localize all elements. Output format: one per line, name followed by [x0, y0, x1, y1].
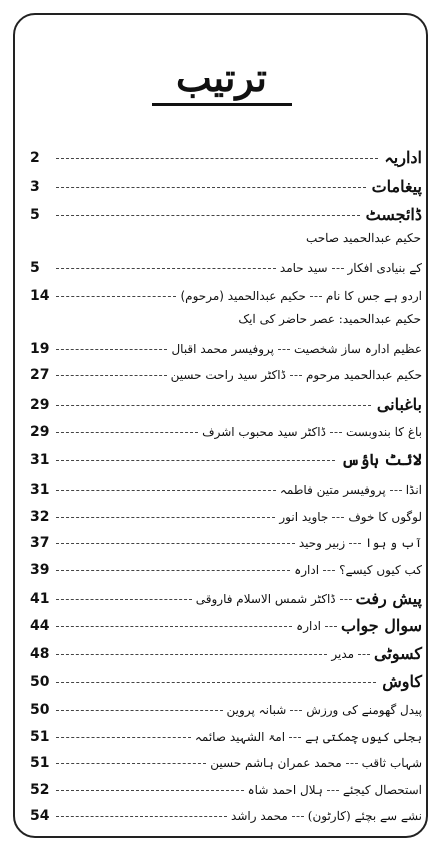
- entry-heading: حکیم عبدالحمید: عصر حاضر کی ایک: [238, 312, 421, 326]
- leader-dots: [56, 187, 366, 188]
- leader-dots: [56, 517, 275, 518]
- page-number: 37: [30, 535, 50, 551]
- entry-title: لوگوں کا خوف: [348, 510, 422, 524]
- toc-row: [22, 449, 422, 471]
- toc-row: [22, 285, 422, 307]
- leader-dots: [346, 763, 358, 764]
- entry-title: آب و ہوا: [365, 536, 422, 550]
- leader-dots: [327, 790, 339, 791]
- leader-dots: [56, 158, 378, 159]
- entry-author: حکیم عبدالحمید (مرحوم): [180, 289, 306, 303]
- toc-row: [22, 559, 422, 581]
- page-number: 54: [30, 808, 50, 824]
- toc-row: [22, 421, 422, 443]
- leader-dots: [56, 763, 206, 764]
- entry-title: انڈا: [405, 483, 422, 497]
- entry-author: ڈاکٹر شمس الاسلام فاروقی: [195, 592, 336, 606]
- entry-author: ڈاکٹر سید محبوب اشرف: [202, 425, 326, 439]
- entry-author: ڈاکٹر سید راحت حسین: [170, 368, 286, 382]
- leader-dots: [292, 816, 304, 817]
- toc-row: [22, 588, 422, 610]
- leader-dots: [310, 296, 322, 297]
- entry-author: ہلال احمد شاہ: [247, 783, 323, 797]
- leader-dots: [289, 737, 301, 738]
- entry-author: پروفیسر متین فاطمہ: [279, 483, 386, 497]
- leader-dots: [290, 375, 302, 376]
- toc-row: [22, 338, 422, 360]
- leader-dots: [56, 460, 335, 461]
- leader-dots: [330, 432, 342, 433]
- entry-author: زبیر وحید: [298, 536, 346, 550]
- page-number: 3: [30, 179, 40, 195]
- entry-author: محمد راشد: [231, 809, 288, 823]
- page-number: 2: [30, 150, 40, 166]
- leader-dots: [56, 737, 191, 738]
- toc-row: [22, 176, 422, 198]
- leader-dots: [56, 790, 244, 791]
- leader-dots: [278, 349, 290, 350]
- page-number: 50: [30, 674, 50, 690]
- leader-dots: [56, 268, 276, 269]
- entry-title: کے بنیادی افکار: [347, 261, 422, 275]
- entry-title: سوال جواب: [341, 616, 422, 635]
- leader-dots: [56, 405, 371, 406]
- entry-author: امۃ الشہید صائمہ: [194, 730, 286, 744]
- leader-dots: [332, 268, 344, 269]
- entry-title: کب کیوں کیسے؟: [339, 563, 422, 577]
- entry-title: پیغامات: [371, 177, 422, 196]
- leader-dots: [56, 296, 176, 297]
- page-number: 39: [30, 562, 50, 578]
- leader-dots: [340, 599, 352, 600]
- page-number: 29: [30, 397, 50, 413]
- leader-dots: [390, 490, 402, 491]
- entry-title: باغ کا بندوبست: [345, 425, 422, 439]
- toc-row: [22, 671, 422, 693]
- title-underline: [152, 103, 292, 106]
- entry-title: باغبانی: [376, 395, 422, 414]
- entry-author: مدیر: [331, 647, 355, 661]
- leader-dots: [56, 626, 292, 627]
- entry-title: استحصال کیجئے: [342, 783, 422, 797]
- page-number: 29: [30, 424, 50, 440]
- entry-title: حکیم عبدالحمید مرحوم: [305, 368, 422, 382]
- entry-title: کسوٹی: [374, 644, 422, 663]
- entry-author: پروفیسر محمد اقبال: [171, 342, 274, 356]
- page-number: 32: [30, 509, 50, 525]
- entry-title: نشے سے بچئے (کارٹون): [307, 809, 422, 823]
- leader-dots: [56, 654, 327, 655]
- entry-title: لائٹ ہاؤس: [341, 450, 422, 469]
- page-number: 19: [30, 341, 50, 357]
- leader-dots: [349, 543, 361, 544]
- page-number: 27: [30, 367, 50, 383]
- entry-title: عظیم ادارہ ساز شخصیت: [293, 342, 422, 356]
- page-number: 50: [30, 702, 50, 718]
- entry-title: اداریہ: [384, 148, 422, 167]
- leader-dots: [56, 349, 167, 350]
- toc-row: [22, 752, 422, 774]
- leader-dots: [56, 570, 290, 571]
- toc-row: [22, 779, 422, 801]
- leader-dots: [56, 215, 360, 216]
- toc-row: [22, 394, 422, 416]
- entry-title: کاوش: [382, 672, 422, 691]
- page-number: 14: [30, 288, 50, 304]
- toc-row: [22, 506, 422, 528]
- entry-author: محمد عمران ہاشم حسین: [210, 756, 342, 770]
- entry-title: شہاب ثاقب: [361, 756, 422, 770]
- toc-row: [22, 204, 422, 226]
- leader-dots: [56, 543, 295, 544]
- leader-dots: [358, 654, 370, 655]
- page-number: 31: [30, 452, 50, 468]
- toc-row: [22, 643, 422, 665]
- page-number: 41: [30, 591, 50, 607]
- entry-heading: حکیم عبدالحمید صاحب: [305, 231, 421, 245]
- toc-row: [22, 699, 422, 721]
- page-number: 51: [30, 755, 50, 771]
- leader-dots: [325, 626, 337, 627]
- leader-dots: [56, 682, 376, 683]
- entry-title: پیدل گھومنے کی ورزش: [306, 703, 422, 717]
- page-number: 5: [30, 207, 40, 223]
- page-number: 44: [30, 618, 50, 634]
- entry-title: پیش رفت: [355, 589, 422, 608]
- leader-dots: [56, 599, 192, 600]
- entry-title: اردو ہے جس کا نام: [325, 289, 422, 303]
- entry-author: جاوید انور: [279, 510, 329, 524]
- leader-dots: [56, 375, 167, 376]
- toc-row: [22, 726, 422, 748]
- leader-dots: [323, 570, 335, 571]
- entry-author: ادارہ: [296, 619, 322, 633]
- toc-row: [22, 364, 422, 386]
- toc-row: [22, 805, 422, 827]
- leader-dots: [56, 490, 276, 491]
- toc-row: [22, 532, 422, 554]
- page-number: 48: [30, 646, 50, 662]
- leader-dots: [56, 432, 198, 433]
- toc-row: [22, 479, 422, 501]
- page-title: ترتیب: [176, 55, 267, 100]
- leader-dots: [290, 710, 302, 711]
- entry-title: ڈائجسٹ: [365, 205, 422, 224]
- page-number: 51: [30, 729, 50, 745]
- toc-row: [22, 615, 422, 637]
- entry-author: سید حامد: [279, 261, 328, 275]
- leader-dots: [332, 517, 344, 518]
- leader-dots: [56, 816, 227, 817]
- leader-dots: [56, 710, 223, 711]
- page-number: 5: [30, 260, 40, 276]
- entry-author: شبانہ پروین: [226, 703, 287, 717]
- entry-author: ادارہ: [294, 563, 320, 577]
- entry-title: بجلی کیوں چمکتی ہے: [305, 730, 422, 744]
- page-number: 52: [30, 782, 50, 798]
- page-number: 31: [30, 482, 50, 498]
- toc-row: [22, 257, 422, 279]
- toc-row: [22, 147, 422, 169]
